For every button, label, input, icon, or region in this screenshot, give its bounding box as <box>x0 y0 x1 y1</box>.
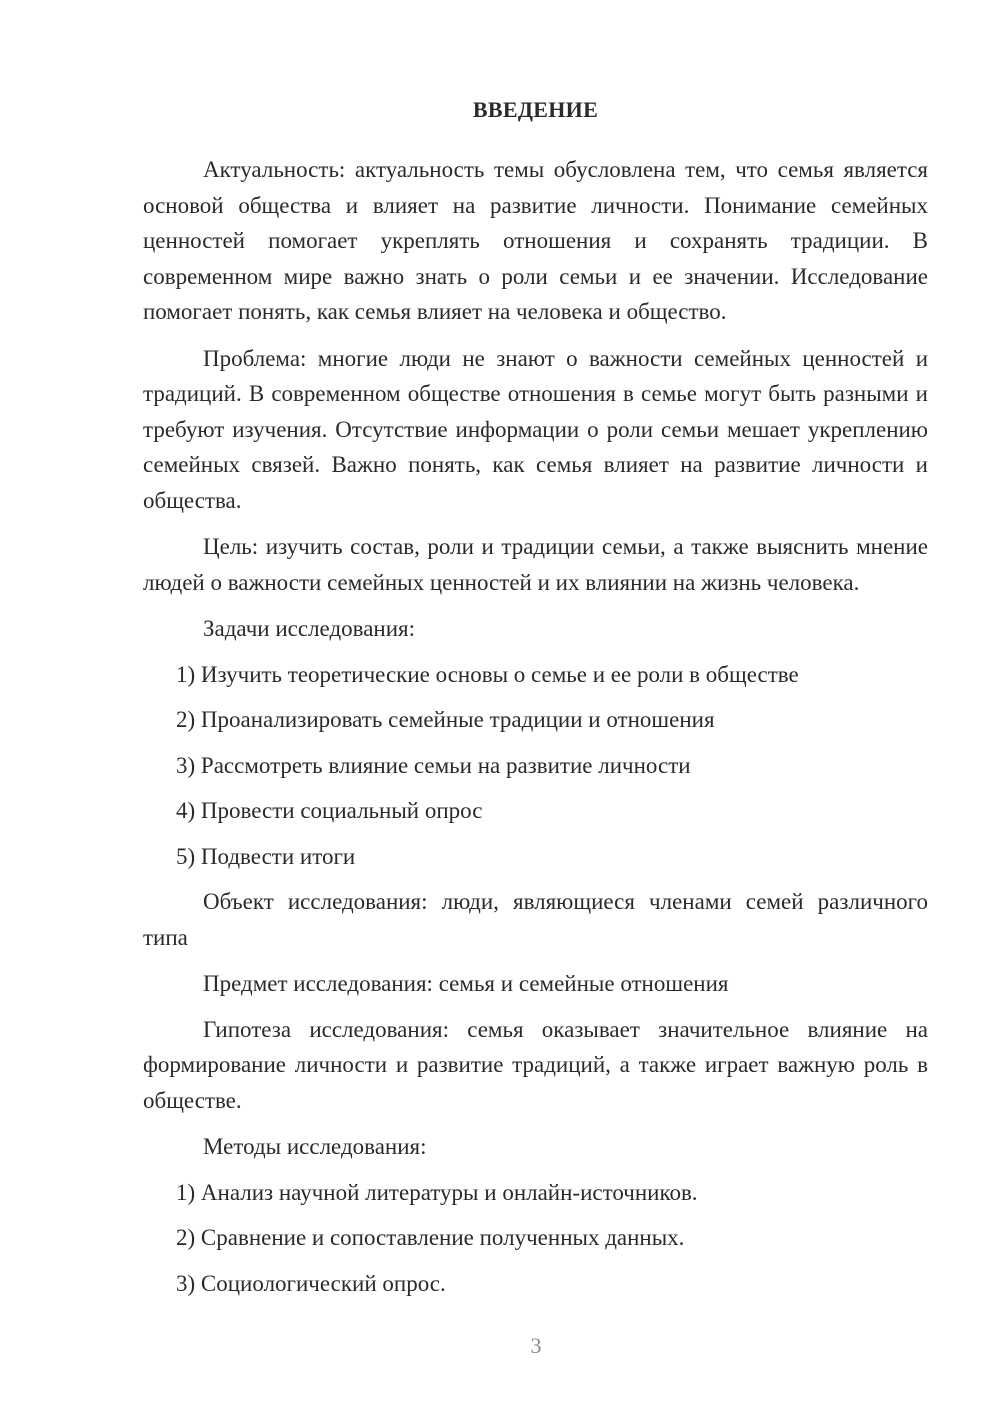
task-item: 5) Подвести итоги <box>176 843 356 869</box>
task-item: 1) Изучить теоретические основы о семье и ее роли в обществе <box>176 661 799 687</box>
hypothesis-paragraph: Гипотеза исследования: семья оказывает значительное влияние на формирование личности и развитие традиций, а также играет важную роль в обществе. <box>143 1016 928 1113</box>
tasks-list <box>143 657 928 875</box>
methods-list <box>143 1175 928 1302</box>
problem-paragraph: Проблема: многие люди не знают о важности семейных ценностей и традиций. В современном обществе отношения в семье могут быть разными и требуют изучения. Отсутствие информации о роли семьи мешает укреплению семейных связей. Важно понять, как семья влияет на развитие личности и общества. <box>143 345 928 513</box>
task-item: 4) Провести социальный опрос <box>176 798 483 823</box>
page-content <box>143 90 928 1311</box>
object-paragraph: Объект исследования: люди, являющиеся членами семей различного типа <box>143 889 928 950</box>
task-item: 3) Рассмотреть влияние семьи на развитие личности <box>176 752 691 778</box>
subject-paragraph: Предмет исследования: семья и семейные отношения <box>203 971 729 996</box>
method-item: 1) Анализ научной литературы и онлайн-источников. <box>176 1179 698 1205</box>
method-item: 2) Сравнение и сопоставление полученных данных. <box>176 1225 685 1250</box>
task-item: 2) Проанализировать семейные традиции и отношения <box>176 707 715 732</box>
tasks-heading: Задачи исследования: <box>203 616 416 641</box>
methods-heading: Методы исследования: <box>203 1134 427 1159</box>
page-title: ВВЕДЕНИЕ <box>472 97 599 122</box>
relevance-paragraph: Актуальность: актуальность темы обусловлена тем, что семья является основой общества и влияет на развитие личности. Понимание семейных ценностей помогает укреплять отношения и сохранять традиции. В современном мире важно знать о роли семьи и ее значении. Исследование помогает понять, как семья влияет на человека и общество. <box>143 157 928 324</box>
goal-paragraph: Цель: изучить состав, роли и традиции семьи, а также выяснить мнение людей о важности семейных ценностей и их влиянии на жизнь человека. <box>143 534 928 595</box>
method-item: 3) Социологический опрос. <box>176 1270 446 1296</box>
page-number: 3 <box>530 1333 542 1358</box>
